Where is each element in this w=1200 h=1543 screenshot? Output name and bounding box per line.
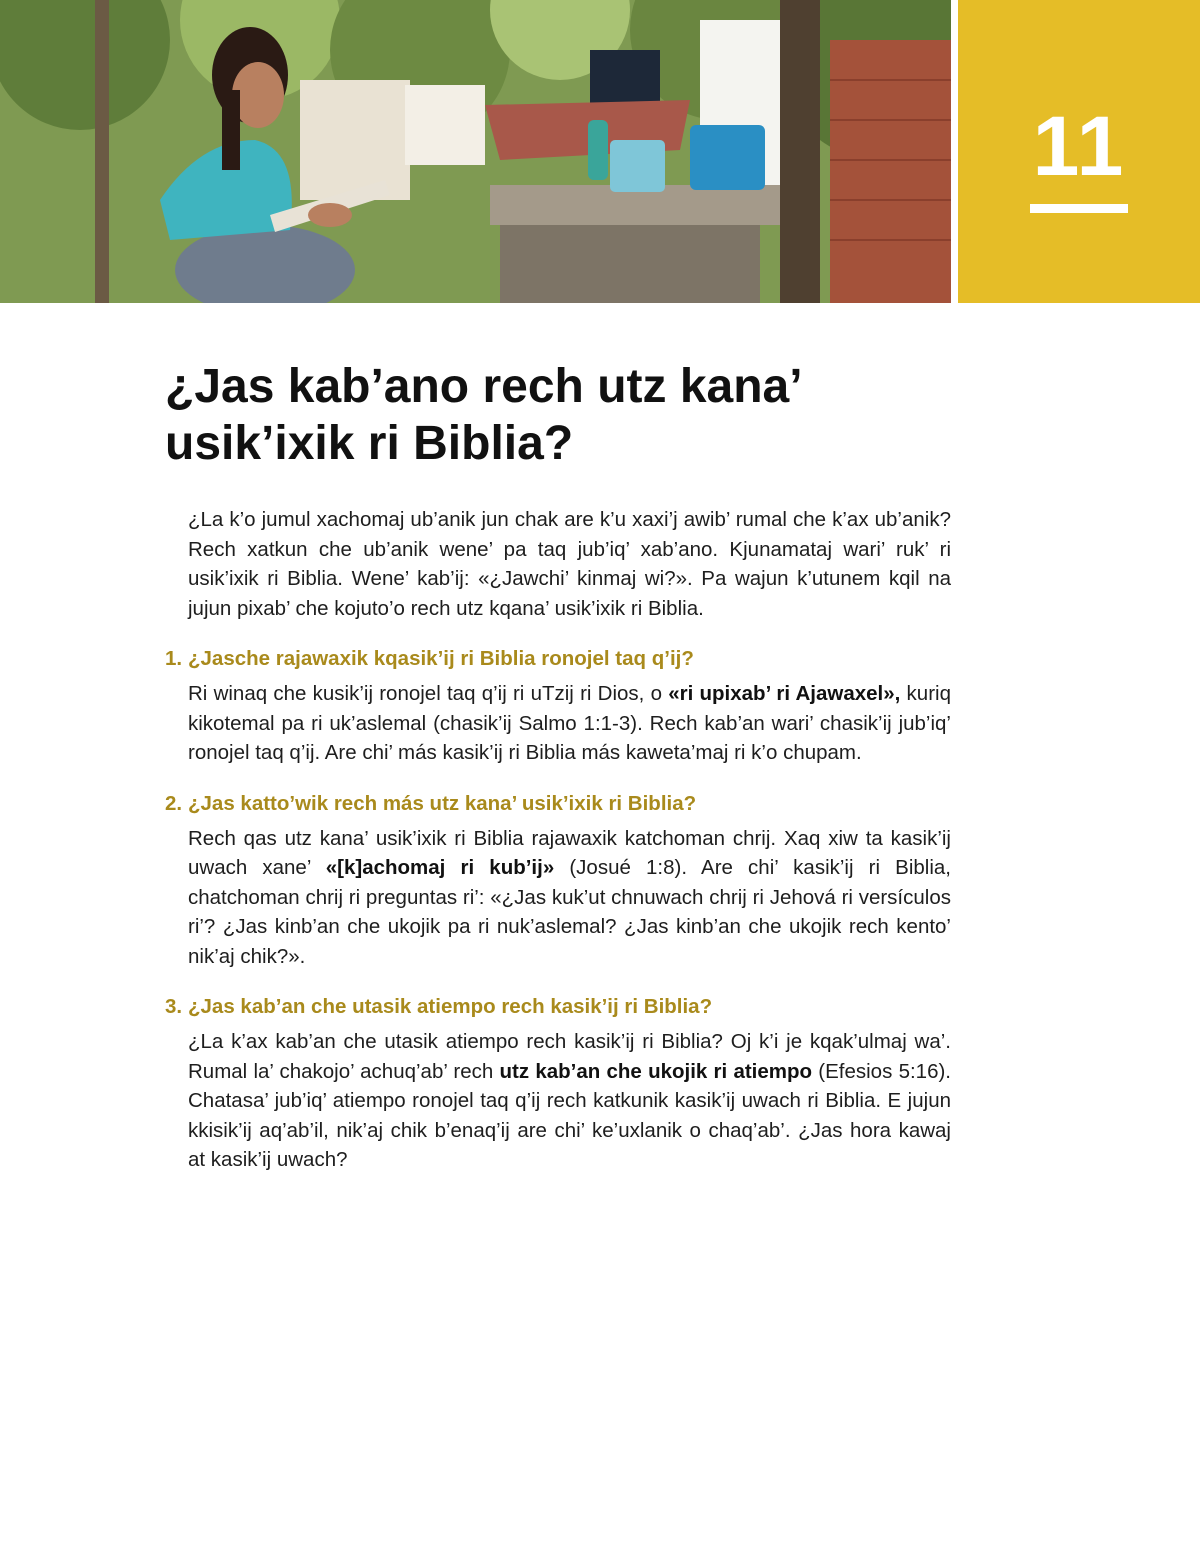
answer-text: Ri winaq che kusik’ij ronojel taq q’ij ri uTzij ri Dios, o [188,682,669,705]
question-number: 2. [165,791,183,815]
answer-paragraph [188,679,951,768]
page-title: ¿Jas kab’ano rech utz kana’ usik’ixik ri Biblia? [165,360,800,470]
question-heading [165,645,951,673]
question-text: ¿Jasche rajawaxik kqasik’ij ri Biblia ronojel taq q’ij? [188,647,694,670]
answer-highlight: utz kab’an che ukojik ri atiempo [499,1059,813,1083]
header-photo [0,0,951,303]
section-2 [165,790,951,972]
question-text: ¿Jas katto’wik rech más utz kana’ usik’ixik ri Biblia? [188,791,697,815]
intro-paragraph: ¿La k’o jumul xachomaj ub’anik jun chak are k’u xaxi’j awib’ rumal che k’ax ub’anik? Rech xatkun che ub’anik wene’ pa taq jub’iq’ xab’ano. Kjunamataj wari’ ruk’ ri usik’ixik ri Biblia. Wene’ kab’ij: «¿Jawchi’ kinmaj wi?». Pa wajun k’utunem kqil na jujun pixab’ che kojuto’o rech utz kqana’ usik’ixik ri Biblia. [188,508,951,620]
answer-text: kuriq kikotemal pa ri uk’aslemal (chasik’ij Salmo 1:1-3). Rech kab’an wari’ chasik’ij jub’iq’ ronojel taq q’ij. Are chi’ más kasik’ij ri Biblia más kaweta’maj ri k’o chupam. [188,682,951,764]
answer-text: (Efesios 5:16). Chatasa’ jub’iq’ atiempo ronojel taq q’ij rech katkunik kasik’ij uwach ri Biblia. E jujun kkisik’ij aq’ab’il, nik’aj chik b’enaq’ij are chi’ ke’uxlanik o chaq’ab’. ¿Jas hora kawaj at kasik’ij uwach? [188,1059,951,1171]
chapter-underline [1030,204,1128,213]
answer-highlight: «ri upixab’ ri Ajawaxel», [668,682,901,705]
chapter-number: 11 [1032,99,1126,193]
answer-text: (Josué 1:8). Are chi’ kasik’ij ri Biblia, chatchoman chrij ri preguntas ri’: «¿Jas kuk’ut chnuwach chrij ri Jehová ri versículos ri’? ¿Jas kinb’an che ukojik pa ri nuk’aslemal? ¿Jas kinb’an che ukojik rech kento’ nik’aj chik?». [188,856,951,968]
question-number: 1. [165,647,183,670]
chapter-badge [958,0,1200,303]
answer-text: ¿La k’ax kab’an che utasik atiempo rech kasik’ij ri Biblia? Oj k’i je kqak’ulmaj wa’. Rumal la’ chakojo’ achuq’ab’ rech [188,1030,951,1083]
question-heading [165,993,951,1021]
answer-text: Rech qas utz kana’ usik’ixik ri Biblia rajawaxik katchoman chrij. Xaq xiw ta kasik’ij uwach xane’ [188,826,951,879]
section-3 [165,993,951,1175]
answer-highlight: «[k]achomaj ri kub’ij» [325,856,555,879]
answer-paragraph [188,824,951,972]
question-heading [165,790,951,818]
question-text: ¿Jas kab’an che utasik atiempo rech kasik’ij ri Biblia? [188,995,713,1018]
question-number: 3. [165,995,183,1018]
lesson-content [165,505,951,1175]
section-1 [165,645,951,768]
answer-paragraph [188,1027,951,1175]
